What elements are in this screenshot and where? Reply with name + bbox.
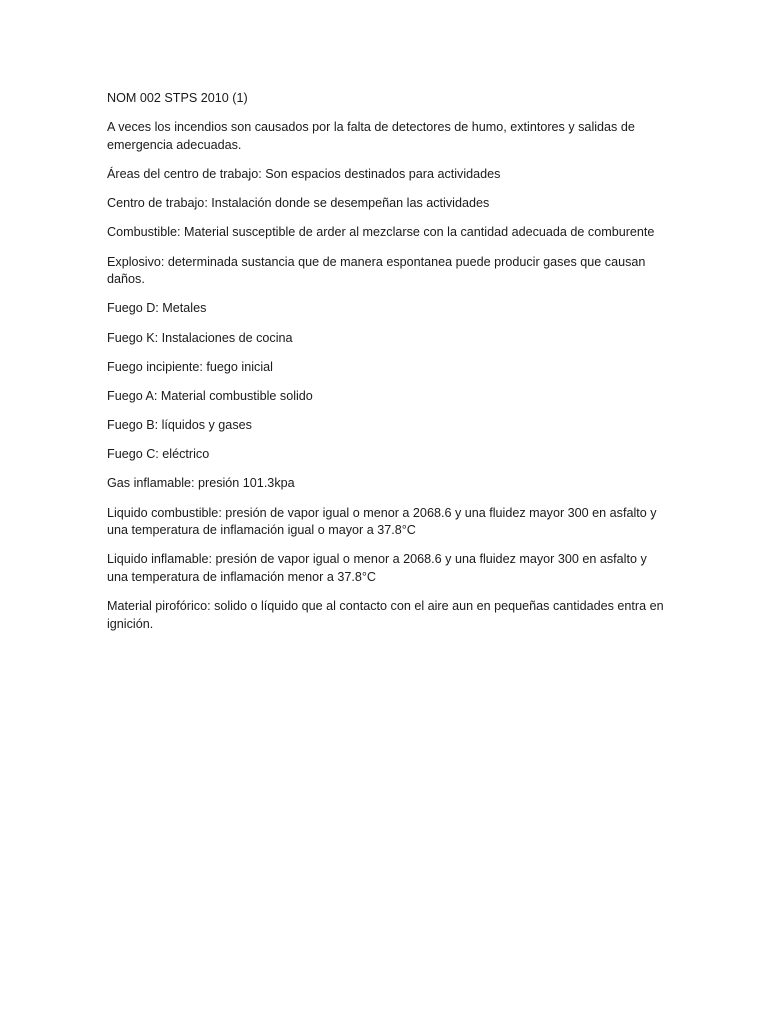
definition-fuego-b: Fuego B: líquidos y gases [107,418,252,433]
definition-fuego-c: Fuego C: eléctrico [107,447,210,462]
paragraph-intro: A veces los incendios son causados por la falta de detectores de humo, extintores y salidas de emergencia adecuadas. [107,120,635,152]
definition-liquido-combustible: Liquido combustible: presión de vapor igual o menor a 2068.6 y una fluidez mayor 300 en asfalto y una temperatura de inflamación igual o mayor a 37.8°C [107,505,657,538]
definition-fuego-a: Fuego A: Material combustible solido [107,388,313,403]
definition-explosivo: Explosivo: determinada sustancia que de manera espontanea puede producir gases que causan daños. [107,254,646,287]
definition-fuego-incipiente: Fuego incipiente: fuego inicial [107,359,273,374]
definition-combustible: Combustible: Material susceptible de arder al mezclarse con la cantidad adecuada de comburente [107,225,655,240]
document-body [107,90,667,645]
definition-areas-centro-trabajo: Áreas del centro de trabajo: Son espacios destinados para actividades [107,166,501,181]
definition-fuego-k: Fuego K: Instalaciones de cocina [107,330,293,345]
definition-centro-trabajo: Centro de trabajo: Instalación donde se desempeñan las actividades [107,196,490,211]
definition-fuego-d: Fuego D: Metales [107,301,207,316]
definition-material-piroforico: Material pirofórico: solido o líquido que al contacto con el aire aun en pequeñas cantidades entra en ignición. [107,599,664,631]
document-title: NOM 002 STPS 2010 (1) [107,91,248,105]
definition-liquido-inflamable: Liquido inflamable: presión de vapor igual o menor a 2068.6 y una fluidez mayor 300 en asfalto y una temperatura de inflamación menor a 37.8°C [107,552,647,584]
definition-gas-inflamable: Gas inflamable: presión 101.3kpa [107,476,295,491]
